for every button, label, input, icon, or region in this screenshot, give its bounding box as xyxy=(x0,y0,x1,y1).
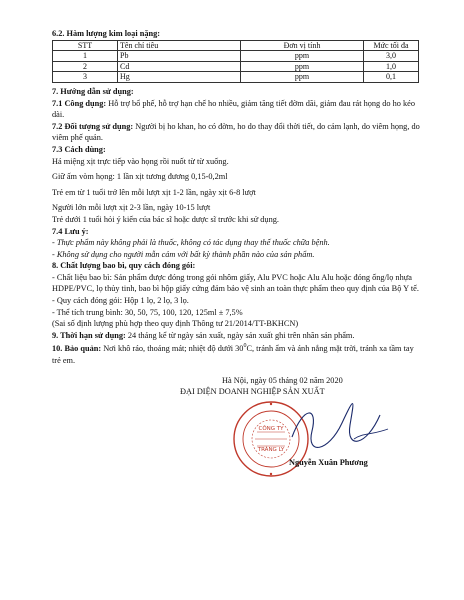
table-row xyxy=(53,72,419,83)
section-10 xyxy=(52,341,422,366)
dosage-line: Há miệng xịt trực tiếp vào họng rồi nuốt từ từ xuống. xyxy=(52,156,229,166)
dosage-line: Người lớn mỗi lượt xịt 2-3 lần, ngày 10-15 lượt xyxy=(52,203,211,213)
storage-label: 10. Bảo quản: xyxy=(52,344,102,354)
svg-text:TRÀNG LY: TRÀNG LY xyxy=(257,447,285,453)
table-cell: 0,1 xyxy=(364,72,419,83)
section-7-1 xyxy=(52,98,422,121)
signature-org: ĐẠI DIỆN DOANH NGHIỆP SẢN XUẤT xyxy=(180,387,325,396)
notes-label: 7.4 Lưu ý: xyxy=(52,226,89,236)
section-7-2 xyxy=(52,121,422,144)
note-line: - Thực phẩm này không phải là thuốc, không có tác dụng thay thế thuốc chữa bệnh. xyxy=(52,238,330,248)
heavy-metal-table xyxy=(52,40,419,83)
col-unit: Đơn vị tính xyxy=(241,40,364,51)
storage-text: Nơi khô ráo, thoáng mát; nhiệt độ dưới 30 xyxy=(103,344,244,354)
col-stt: STT xyxy=(53,40,118,51)
table-cell: 1,0 xyxy=(364,61,419,72)
packaging-line: (Sai số định lượng phù hợp theo quy định Thông tư 21/2014/TT-BKHCN) xyxy=(52,319,299,329)
table-cell: ppm xyxy=(241,51,364,62)
section-7-title: 7. Hướng dẫn sử dụng: xyxy=(52,86,134,96)
table-row xyxy=(53,61,419,72)
table-cell: 3 xyxy=(53,72,118,83)
signature-date: Hà Nội, ngày 05 tháng 02 năm 2020 xyxy=(222,376,343,385)
packaging-line: - Quy cách đóng gói: Hộp 1 lọ, 2 lọ, 3 lọ. xyxy=(52,296,189,306)
table-cell: Pb xyxy=(118,51,241,62)
shelf-life-text: 24 tháng kể từ ngày sản xuất, ngày sản xuất ghi trên nhãn sản phẩm. xyxy=(127,330,355,340)
shelf-life-label: 9. Thời hạn sử dụng: xyxy=(52,330,126,340)
packaging-line: - Chất liệu bao bì: Sản phẩm được đóng trong gói nhôm giấy, Alu PVC hoặc Alu Alu hoặc đóng ống/lọ nhựa HDPE/PVC, lọ thủy tinh, bao bì hộp giấy cứng đảm bảo vệ sinh an toàn thực phẩm theo quy định của Bộ Y tế. xyxy=(52,272,419,294)
handwritten-signature xyxy=(284,395,394,455)
packaging-line: - Thể tích trung bình: 30, 50, 75, 100, 120, 125ml ± 7,5% xyxy=(52,307,243,317)
col-max: Mức tối đa xyxy=(364,40,419,51)
use-text: Hỗ trợ bổ phế, hỗ trợ hạn chế ho nhiều, giảm tăng tiết đờm dãi, giảm đau rát họng do ho kéo dài. xyxy=(52,98,415,120)
table-cell: 2 xyxy=(53,61,118,72)
note-line: - Không sử dụng cho người mẫn cảm với bất kỳ thành phần nào của sản phẩm. xyxy=(52,249,315,259)
document-body xyxy=(52,28,422,366)
dosage-line: Trẻ dưới 1 tuổi hỏi ý kiến của bác sĩ hoặc dược sĩ trước khi sử dụng. xyxy=(52,214,279,224)
target-text: Người bị ho khan, ho có đờm, ho do thay đổi thời tiết, do cảm lạnh, do viêm họng, do viêm phế quản. xyxy=(52,121,420,143)
signer-name: Nguyễn Xuân Phương xyxy=(289,458,368,467)
use-label: 7.1 Công dụng: xyxy=(52,98,107,108)
table-row xyxy=(53,51,419,62)
table-cell: ppm xyxy=(241,72,364,83)
table-cell: Cd xyxy=(118,61,241,72)
table-cell: 1 xyxy=(53,51,118,62)
degree-superscript: 0 xyxy=(243,343,247,350)
col-name: Tên chỉ tiêu xyxy=(118,40,241,51)
section-6-2-title: 6.2. Hàm lượng kim loại nặng: xyxy=(52,29,160,38)
table-cell: Hg xyxy=(118,72,241,83)
storage-text-rest: C, tránh ẩm và ánh nắng mặt trời, tránh xa tầm tay trẻ em. xyxy=(52,344,414,365)
table-cell: 3,0 xyxy=(364,51,419,62)
dosage-label: 7.3 Cách dùng: xyxy=(52,144,106,154)
target-label: 7.2 Đối tượng sử dụng: xyxy=(52,121,134,131)
dosage-line: Trẻ em từ 1 tuổi trở lên mỗi lượt xịt 1-2 lần, ngày xịt 6-8 lượt xyxy=(52,187,256,197)
svg-text:CÔNG TY: CÔNG TY xyxy=(258,426,284,432)
section-8-title: 8. Chất lượng bao bì, quy cách đóng gói: xyxy=(52,261,196,271)
table-cell: ppm xyxy=(241,61,364,72)
dosage-line: Giữ ấm vòm họng: 1 lần xịt tương đương 0,15-0,2ml xyxy=(52,172,228,182)
table-header-row xyxy=(53,40,419,51)
section-9 xyxy=(52,330,422,342)
